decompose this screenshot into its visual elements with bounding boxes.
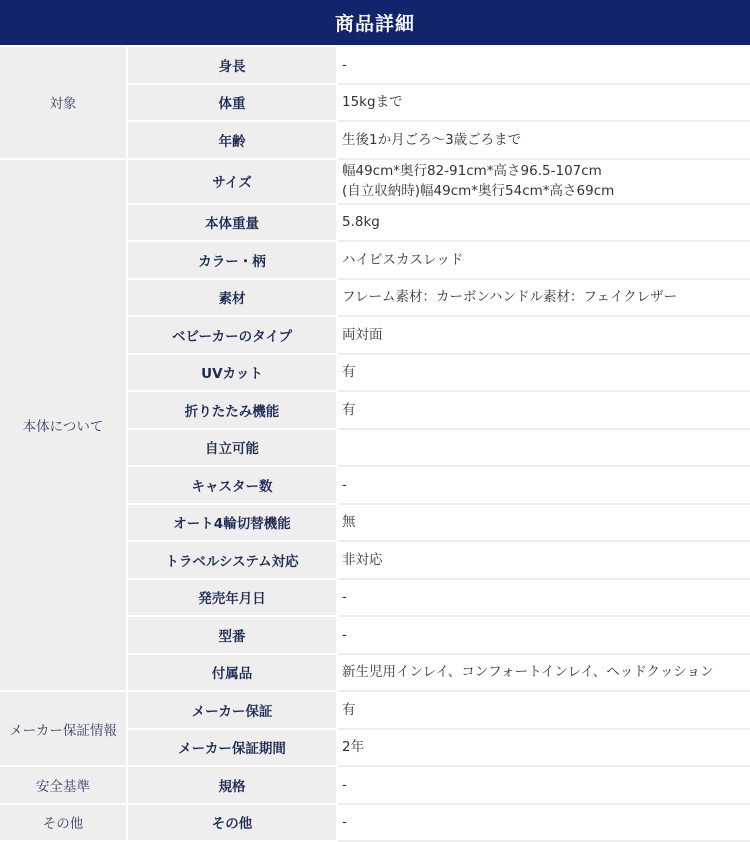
spec-key: キャスター数 — [128, 467, 338, 505]
spec-value — [338, 805, 750, 842]
spec-value-line: 非対応 — [342, 551, 383, 568]
spec-value — [338, 392, 750, 430]
spec-value-line: ハイビスカスレッド — [342, 251, 464, 268]
spec-value-line: 有 — [342, 701, 356, 718]
spec-value-lines — [342, 287, 677, 307]
spec-value-lines — [342, 700, 356, 720]
spec-value-line: 有 — [342, 401, 356, 418]
spec-key: その他 — [128, 805, 338, 842]
spec-value-line: 15kgまで — [342, 94, 403, 111]
spec-key: メーカー保証 — [128, 692, 338, 730]
spec-key: 年齢 — [128, 122, 338, 160]
spec-value — [338, 767, 750, 805]
section-header — [0, 0, 750, 45]
spec-value — [338, 85, 750, 123]
spec-value — [338, 47, 750, 85]
spec-value-line: 5.8kg — [342, 214, 380, 231]
spec-value — [338, 730, 750, 768]
spec-key: UVカット — [128, 355, 338, 393]
spec-value-lines — [342, 130, 521, 150]
spec-value-lines — [342, 512, 356, 532]
spec-value — [338, 580, 750, 618]
spec-key: トラベルシステム対応 — [128, 542, 338, 580]
spec-value — [338, 692, 750, 730]
section-title: 商品詳細 — [334, 13, 415, 35]
spec-key: 折りたたみ機能 — [128, 392, 338, 430]
spec-value — [338, 655, 750, 693]
spec-value-line: 生後1か月ごろ〜3歳ごろまで — [342, 131, 522, 148]
spec-value-lines — [342, 662, 714, 682]
spec-value-lines — [342, 325, 383, 345]
spec-value-lines — [342, 587, 347, 607]
spec-key: サイズ — [128, 160, 338, 205]
spec-key: カラー・柄 — [128, 242, 338, 280]
spec-value-line: 2年 — [342, 739, 365, 756]
spec-value — [338, 430, 750, 468]
spec-key: 身長 — [128, 47, 338, 85]
spec-value-lines — [342, 625, 347, 645]
spec-value — [338, 205, 750, 243]
spec-value-line: - — [342, 56, 347, 73]
spec-key: 発売年月日 — [128, 580, 338, 618]
spec-key: 規格 — [128, 767, 338, 805]
spec-value-line: 幅49cm*奥行82-91cm*高さ96.5-107cm — [342, 163, 602, 179]
spec-value-line: 両対面 — [342, 326, 383, 343]
spec-value-line: - — [342, 776, 347, 793]
spec-value — [338, 317, 750, 355]
spec-value-line: - — [342, 626, 347, 643]
category-label: メーカー保証情報 — [0, 692, 128, 767]
spec-value-line: - — [342, 589, 347, 606]
spec-value — [338, 617, 750, 655]
spec-value-lines — [342, 737, 364, 757]
category-label: 対象 — [0, 47, 128, 160]
spec-value-lines — [342, 250, 463, 270]
spec-value-line: フレーム素材：カーボンハンドル素材：フェイクレザー — [342, 289, 678, 306]
spec-key: メーカー保証期間 — [128, 730, 338, 768]
spec-key: 素材 — [128, 280, 338, 318]
spec-value-line: - — [342, 814, 347, 831]
spec-value — [338, 122, 750, 160]
spec-value — [338, 542, 750, 580]
spec-key: オート4輪切替機能 — [128, 505, 338, 543]
spec-value-lines — [342, 55, 347, 75]
category-label: 安全基準 — [0, 767, 128, 805]
spec-value — [338, 505, 750, 543]
spec-key: 本体重量 — [128, 205, 338, 243]
spec-value-line: 新生児用インレイ、コンフォートインレイ、ヘッドクッション — [342, 664, 714, 681]
spec-key: 型番 — [128, 617, 338, 655]
spec-value — [338, 242, 750, 280]
spec-value — [338, 160, 750, 205]
category-label: その他 — [0, 805, 128, 842]
category-label: 本体について — [0, 160, 128, 693]
spec-value-lines — [342, 362, 356, 382]
spec-value-lines — [342, 775, 347, 795]
spec-value — [338, 355, 750, 393]
spec-value-lines — [342, 812, 347, 832]
spec-key: 自立可能 — [128, 430, 338, 468]
spec-key: 体重 — [128, 85, 338, 123]
spec-key: ベビーカーのタイプ — [128, 317, 338, 355]
spec-value-lines — [342, 400, 356, 420]
spec-table — [0, 47, 750, 842]
spec-value — [338, 467, 750, 505]
spec-value-line: (自立収納時)幅49cm*奥行54cm*高さ69cm — [342, 183, 615, 199]
spec-value-lines — [342, 161, 614, 201]
spec-value-lines — [342, 475, 347, 495]
spec-value-line: 無 — [342, 514, 356, 531]
spec-value — [338, 280, 750, 318]
spec-value-lines — [342, 92, 403, 112]
spec-value-line: - — [342, 476, 347, 493]
spec-value-line: 有 — [342, 364, 356, 381]
spec-value-lines — [342, 212, 380, 232]
spec-key: 付属品 — [128, 655, 338, 693]
spec-value-lines — [342, 550, 383, 570]
